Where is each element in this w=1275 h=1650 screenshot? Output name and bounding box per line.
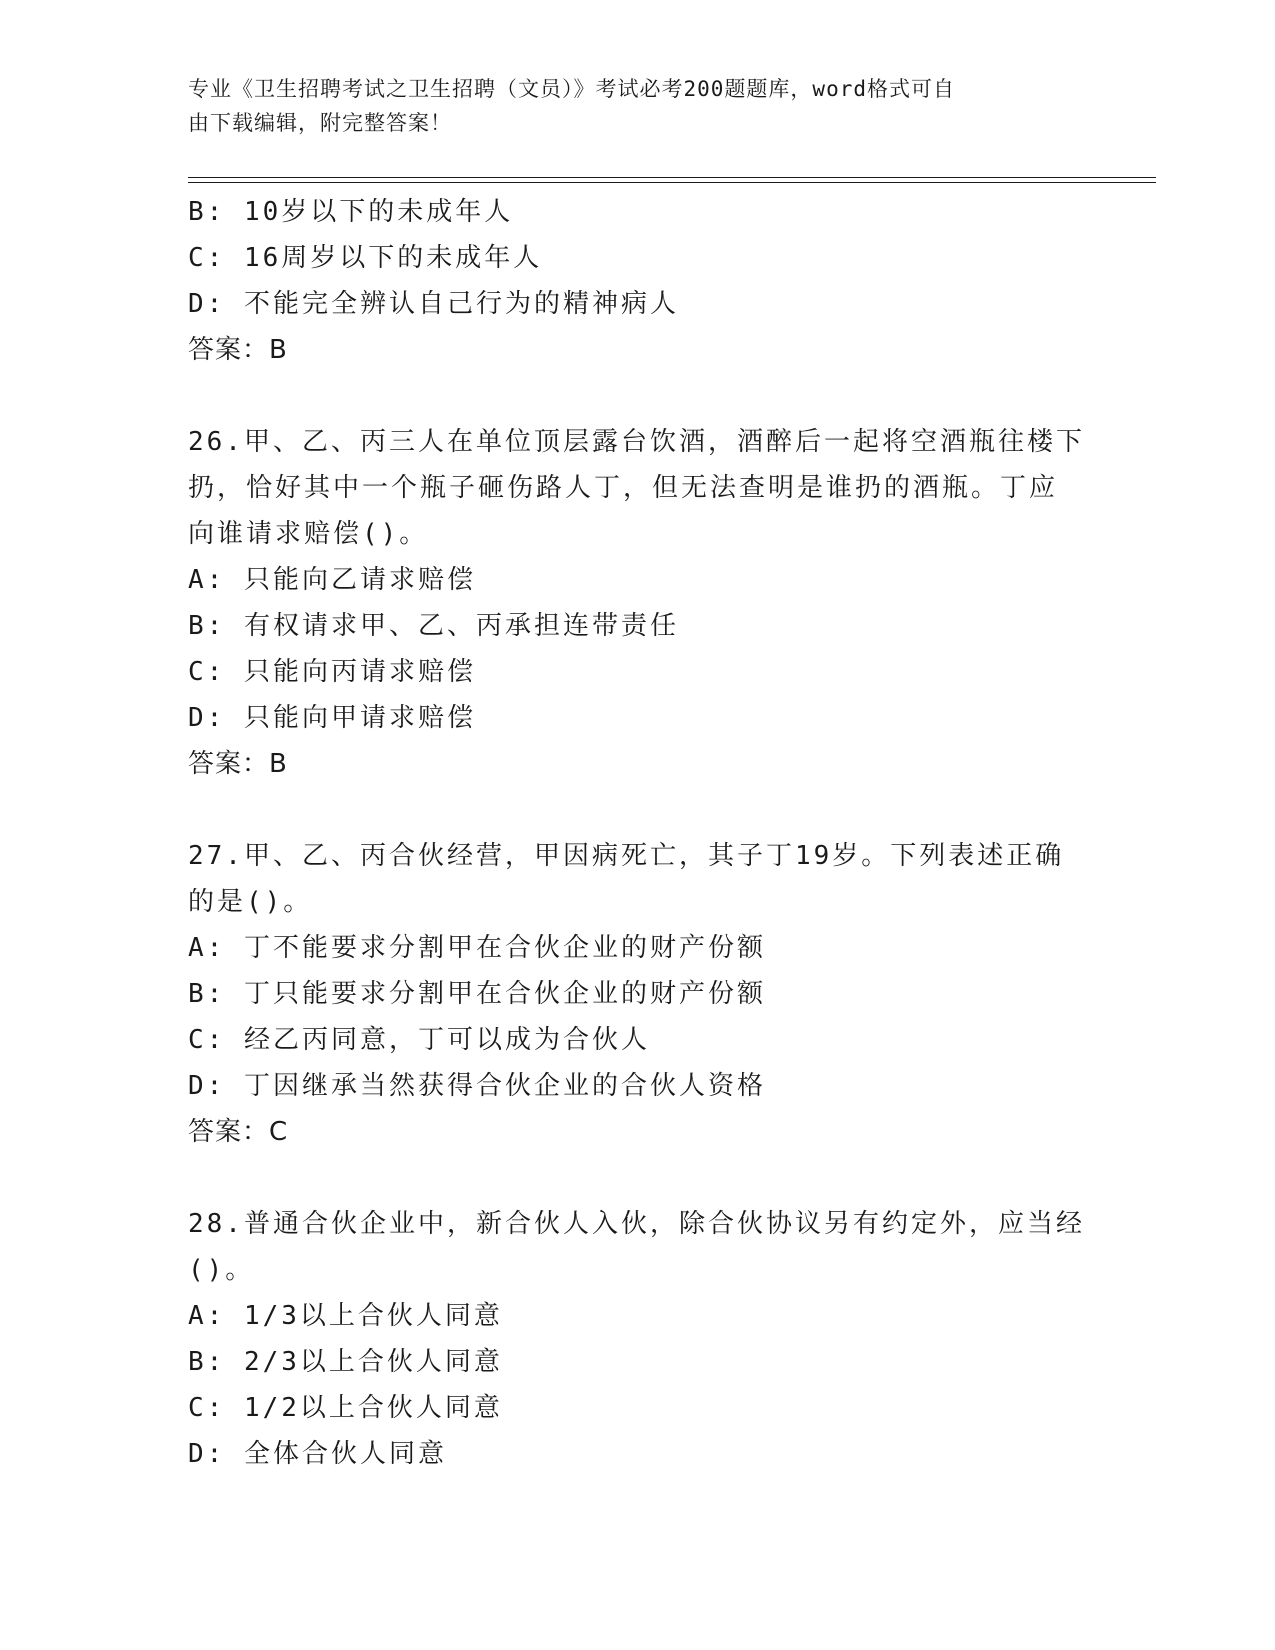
option-c: C: 1/2以上合伙人同意 <box>188 1393 503 1423</box>
option-c: C: 16周岁以下的未成年人 <box>188 243 543 273</box>
question-text-line: 27.甲、乙、丙合伙经营，甲因病死亡，其子丁19岁。下列表述正确 <box>188 841 1065 871</box>
header-divider-top <box>188 177 1156 178</box>
document-header <box>188 72 1068 140</box>
header-line-2: 由下载编辑，附完整答案！ <box>188 111 452 135</box>
option-d: D: 只能向甲请求赔偿 <box>188 703 476 733</box>
option-b: B: 丁只能要求分割甲在合伙企业的财产份额 <box>188 979 766 1009</box>
option-d: D: 丁因继承当然获得合伙企业的合伙人资格 <box>188 1071 766 1101</box>
option-b: B: 2/3以上合伙人同意 <box>188 1347 503 1377</box>
option-a: A: 丁不能要求分割甲在合伙企业的财产份额 <box>188 933 766 963</box>
question-block-25 <box>188 189 1088 373</box>
option-b: B: 10岁以下的未成年人 <box>188 197 514 227</box>
option-a: A: 只能向乙请求赔偿 <box>188 565 476 595</box>
header-line-1: 专业《卫生招聘考试之卫生招聘（文员）》考试必考200题题库，word格式可自 <box>188 77 955 101</box>
option-a: A: 1/3以上合伙人同意 <box>188 1301 503 1331</box>
option-d: D: 全体合伙人同意 <box>188 1439 447 1469</box>
spacer <box>188 1155 1088 1201</box>
question-text-line: 26.甲、乙、丙三人在单位顶层露台饮酒，酒醉后一起将空酒瓶往楼下 <box>188 427 1085 457</box>
answer-line: 答案：B <box>188 335 288 365</box>
option-d: D: 不能完全辨认自己行为的精神病人 <box>188 289 679 319</box>
answer-line: 答案：C <box>188 1117 289 1147</box>
option-b: B: 有权请求甲、乙、丙承担连带责任 <box>188 611 679 641</box>
question-text-line: 向谁请求赔偿()。 <box>188 519 429 549</box>
answer-line: 答案：B <box>188 749 288 779</box>
question-text-line: 扔，恰好其中一个瓶子砸伤路人丁，但无法查明是谁扔的酒瓶。丁应 <box>188 473 1059 503</box>
question-text-line: 28.普通合伙企业中，新合伙人入伙，除合伙协议另有约定外，应当经 <box>188 1209 1085 1239</box>
spacer <box>188 373 1088 419</box>
question-block-28 <box>188 1201 1088 1477</box>
question-text-line: ()。 <box>188 1255 255 1285</box>
question-text-line: 的是()。 <box>188 887 313 917</box>
option-c: C: 只能向丙请求赔偿 <box>188 657 476 687</box>
question-block-26 <box>188 419 1088 787</box>
question-block-27 <box>188 833 1088 1155</box>
option-c: C: 经乙丙同意，丁可以成为合伙人 <box>188 1025 650 1055</box>
header-divider-bottom <box>188 182 1156 183</box>
document-body <box>188 189 1088 1477</box>
spacer <box>188 787 1088 833</box>
